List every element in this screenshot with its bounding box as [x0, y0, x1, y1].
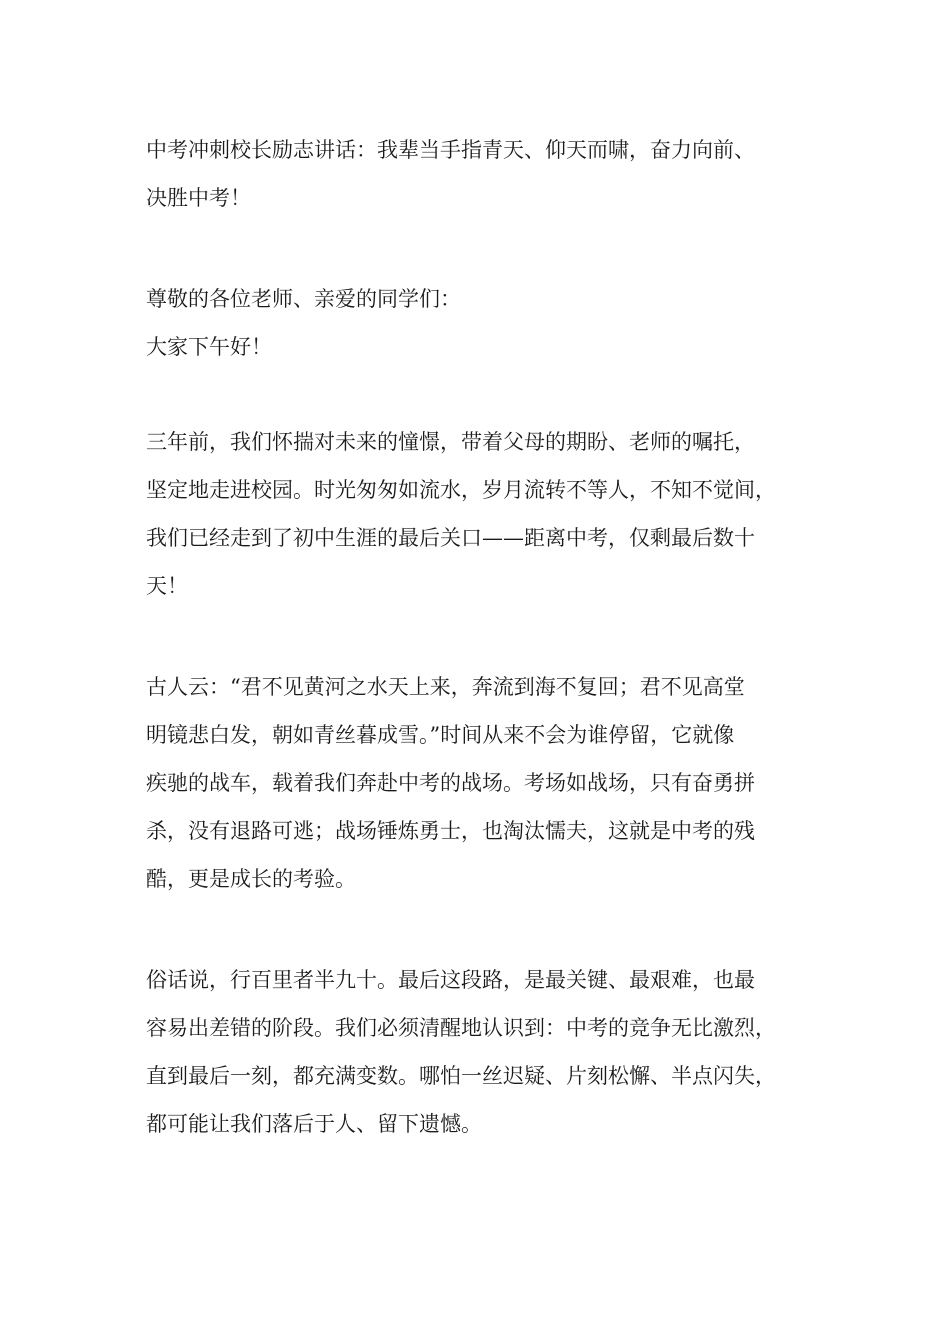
- paragraph-line: 俗话说，行百里者半九十。最后这段路，是最关键、最艰难，也最: [146, 968, 755, 992]
- paragraph-line: 坚定地走进校园。时光匆匆如流水，岁月流转不等人，不知不觉间，: [146, 478, 776, 502]
- paragraph-line: 酷，更是成长的考验。: [146, 867, 356, 891]
- salutation-line: 尊敬的各位老师、亲爱的同学们：: [146, 287, 461, 311]
- paragraph-gap: [146, 371, 816, 418]
- paragraph-gap: [146, 903, 816, 956]
- document-title: [146, 126, 816, 222]
- paragraph-line: 三年前，我们怀揣对未来的憧憬，带着父母的期盼、老师的嘱托，: [146, 430, 755, 454]
- paragraph-1: [146, 418, 816, 610]
- paragraph-2: [146, 663, 816, 903]
- salutation: [146, 275, 816, 371]
- document-body: [146, 126, 816, 1148]
- paragraph-line: 都可能让我们落后于人、留下遗憾。: [146, 1112, 482, 1136]
- paragraph-line: 天！: [146, 574, 188, 598]
- paragraph-line: 明镜悲白发，朝如青丝暮成雪。”时间从来不会为谁停留，它就像: [146, 723, 735, 747]
- paragraph-gap: [146, 610, 816, 663]
- paragraph-line: 古人云：“君不见黄河之水天上来，奔流到海不复回；君不见高堂: [146, 675, 745, 699]
- paragraph-line: 疾驰的战车，载着我们奔赴中考的战场。考场如战场，只有奋勇拼: [146, 771, 755, 795]
- paragraph-line: 容易出差错的阶段。我们必须清醒地认识到：中考的竞争无比激烈，: [146, 1016, 776, 1040]
- title-line: 决胜中考！: [146, 186, 251, 210]
- paragraph-3: [146, 956, 816, 1148]
- paragraph-line: 我们已经走到了初中生涯的最后关口——距离中考，仅剩最后数十: [146, 526, 755, 550]
- greeting-line: 大家下午好！: [146, 335, 272, 359]
- paragraph-line: 直到最后一刻，都充满变数。哪怕一丝迟疑、片刻松懈、半点闪失，: [146, 1064, 776, 1088]
- title-line: 中考冲刺校长励志讲话：我辈当手指青天、仰天而啸，奋力向前、: [146, 138, 755, 162]
- paragraph-line: 杀，没有退路可逃；战场锤炼勇士，也淘汰懦夫，这就是中考的残: [146, 819, 755, 843]
- paragraph-gap: [146, 222, 816, 275]
